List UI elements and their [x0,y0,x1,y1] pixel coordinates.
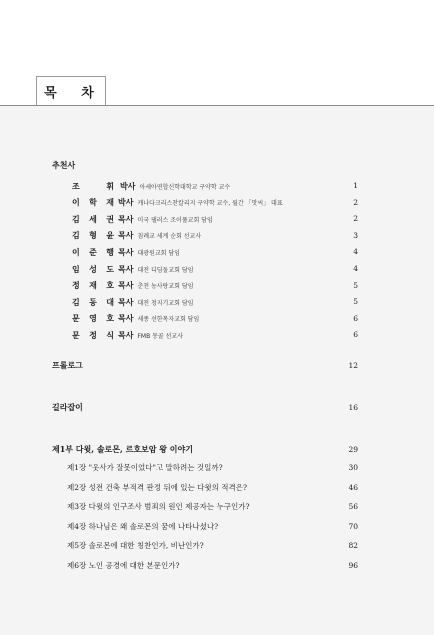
recommender-desc: 미국 댈러스 조이풀교회 담임 [137,216,213,224]
recommender-title: 목사 [118,263,134,274]
recommend-page: 5 [353,297,358,307]
recommender-title: 목사 [118,246,134,257]
recommend-row [72,263,362,275]
recommender-name: 문 영 호 [72,313,114,324]
recommender-title: 목사 [118,280,134,291]
chapter-page: 96 [348,560,358,570]
chapter-label: 제3장 다윗의 인구조사 범죄의 원인 제공자는 누구인가? [67,502,250,511]
recommend-page: 6 [353,313,358,323]
recommender-name: 이 학 재 [72,197,114,208]
chapter-page: 56 [348,502,358,511]
chapter-label: 제5장 솔로몬에 대한 칭찬인가, 비난인가? [67,541,204,550]
recommend-row [72,296,362,308]
recommender-desc: 대전 청지기교회 담임 [137,299,194,307]
prologue-label: 프롤로그 [52,360,83,370]
recommend-row [72,329,362,341]
chapter-page: 70 [348,521,358,531]
recommender-title: 박사 [118,197,134,208]
recommender-desc: 대광원교회 담임 [137,249,180,257]
recommend-heading: 추천사 [52,160,76,170]
chapter-page: 82 [348,541,358,550]
recommender-name: 김 동 대 [72,296,114,307]
recommend-row [72,213,362,225]
recommend-row [72,246,362,258]
recommend-page: 2 [353,214,358,224]
guide-label: 길라잡이 [52,402,83,412]
recommender-desc: 캐나다크리스찬칼리지 구약학 교수, 월간 「맛씨」 대표 [137,200,283,208]
part1-label: 제1부 다윗, 솔로몬, 르호보암 왕 이야기 [52,444,193,454]
recommender-name: 김 세 권 [72,213,114,224]
recommend-row [72,197,362,209]
recommend-page: 4 [353,264,358,273]
recommender-desc: 세종 선한목자교회 담임 [137,316,200,324]
recommender-title: 목사 [118,230,134,241]
recommend-page: 4 [353,247,358,257]
recommend-row [72,280,362,292]
recommender-title: 목사 [118,296,134,307]
recommender-title: 목사 [118,329,134,340]
chapter-label: 제2장 성전 건축 부적격 판정 뒤에 있는 다윗의 적격은? [67,482,248,492]
recommender-title: 목사 [118,213,134,224]
recommender-name: 이 준 행 [72,246,114,257]
recommender-name: 문 정 식 [72,329,114,340]
chapter-page: 30 [348,463,358,472]
recommender-desc: 춘천 농사랑교회 담임 [137,283,194,291]
toc-title: 목 차 [36,76,106,106]
guide-page: 16 [348,403,358,412]
chapter-label: 제1장 "웃사가 잘못이었다"고 말하려는 것일까? [67,463,223,472]
prologue-page: 12 [348,361,358,370]
recommender-title: 목사 [118,313,134,324]
recommender-name: 정 재 호 [72,280,114,291]
recommend-row [72,313,362,325]
recommender-desc: FMB 몽골 선교사 [137,332,184,340]
toc-body [0,106,434,635]
recommender-name: 조 휘 [72,180,114,191]
recommender-name: 임 성 도 [72,263,114,274]
recommender-desc: 침례교 세계 순회 선교사 [137,233,202,241]
recommender-title: 박사 [120,180,136,191]
recommend-row [72,180,362,192]
part1-page: 29 [348,445,358,454]
recommend-page: 5 [353,280,358,290]
recommend-page: 6 [353,330,358,340]
recommender-name: 김 형 윤 [72,230,114,241]
recommend-page: 2 [353,197,358,207]
chapter-label: 제4장 하나님은 왜 솔로몬의 꿈에 나타나셨나? [67,521,219,531]
recommend-page: 1 [353,181,358,190]
chapter-label: 제6장 노인 공경에 대한 본문인가? [67,560,180,570]
recommend-page: 3 [353,230,358,240]
chapter-page: 46 [348,482,358,492]
recommender-desc: 아세아연합신학대학교 구약학 교수 [139,183,231,191]
recommender-desc: 대전 디딤돌교회 담임 [137,266,194,274]
recommend-row [72,230,362,242]
